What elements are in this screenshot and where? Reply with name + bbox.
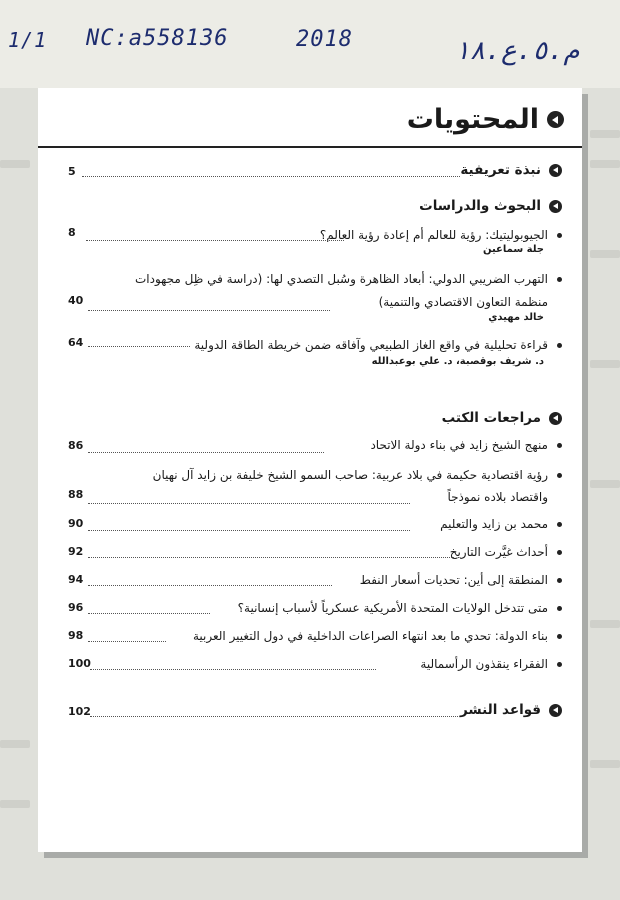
arrow-bullet-icon [549, 412, 562, 425]
item-title: محمد بن زايد والتعليم [440, 517, 548, 531]
dot-leader [88, 530, 410, 531]
item-title: المنطقة إلى أين: تحديات أسعار النفط [359, 573, 548, 587]
item-title-line2: منظمة التعاون الاقتصادي والتنمية) [378, 295, 548, 309]
ghost-line [0, 800, 30, 808]
review-item[interactable] [92, 571, 562, 591]
item-page-number: 88 [68, 488, 84, 501]
dot-leader [88, 310, 330, 311]
item-page-number: 8 [68, 226, 76, 239]
item-page-number: 96 [68, 601, 84, 614]
arrow-bullet-icon [549, 164, 562, 177]
item-title: قراءة تحليلية في واقع الغاز الطبيعي وآفاقه ضمن خريطة الطاقة الدولية [194, 338, 548, 352]
bullet-dot-icon [557, 473, 562, 478]
dot-leader [86, 240, 344, 241]
dot-leader [88, 641, 166, 642]
item-title: أحداث غيَّرت التاريخ [449, 545, 548, 559]
dot-leader [88, 557, 454, 558]
bullet-dot-icon [557, 606, 562, 611]
ghost-line [590, 160, 620, 168]
bullet-dot-icon [557, 662, 562, 667]
item-title: الفقراء ينقذون الرأسمالية [420, 657, 548, 671]
item-title: متى تتدخل الولايات المتحدة الأمريكية عسكرياً لأسباب إنسانية؟ [237, 601, 548, 615]
item-page-number: 64 [68, 336, 84, 349]
ghost-line [590, 480, 620, 488]
handwritten-year: 2018 [296, 27, 353, 52]
title-divider [38, 146, 582, 148]
review-item[interactable] [92, 655, 562, 675]
dot-leader [88, 452, 324, 453]
research-heading: البحوث والدراسات [419, 198, 541, 214]
review-item[interactable] [92, 515, 562, 535]
research-item[interactable] [92, 336, 562, 374]
arrow-bullet-icon [547, 111, 564, 128]
item-title: الجيوبوليتيك: رؤية للعالم أم إعادة رؤية العالم؟ [319, 228, 548, 242]
section-heading-reviews [442, 410, 562, 426]
dot-leader [90, 669, 376, 670]
reviews-heading: مراجعات الكتب [441, 410, 541, 426]
section-heading-research [419, 198, 562, 214]
ghost-line [0, 740, 30, 748]
item-page-number: 94 [68, 573, 84, 586]
item-author: د. شريف بوقصبة، د. علي بوعبدالله [371, 356, 544, 367]
item-title-line1: رؤية اقتصادية حكيمة في بلاد عربية: صاحب السمو الشيخ خليفة بن زايد آل نهيان [152, 468, 548, 482]
review-item[interactable] [92, 543, 562, 563]
item-page-number: 40 [68, 294, 84, 307]
bullet-dot-icon [557, 443, 562, 448]
dot-leader [88, 613, 210, 614]
research-item[interactable] [92, 270, 562, 310]
ghost-line [590, 760, 620, 768]
bullet-dot-icon [557, 550, 562, 555]
handwritten-page-mark: 1/1 [8, 28, 48, 52]
review-item[interactable] [92, 627, 562, 647]
item-title: منهج الشيخ زايد في بناء دولة الاتحاد [370, 438, 548, 452]
dot-leader [88, 585, 332, 586]
rules-page-number: 102 [68, 705, 91, 718]
ghost-line [0, 160, 30, 168]
handwritten-call-number: NC:a558136 [86, 26, 229, 51]
handwritten-code: م.٥.ع.١٨ [454, 36, 580, 66]
item-title-line2: واقتصاد بلاده نموذجاً [447, 490, 548, 504]
toc-entry-publication-rules[interactable] [460, 702, 562, 718]
review-item[interactable] [92, 436, 562, 456]
bullet-dot-icon [557, 277, 562, 282]
item-title-line1: التهرب الضريبي الدولي: أبعاد الظاهرة وسُبل التصدي لها: (دراسة في ظِل مجهودات [134, 272, 548, 286]
dot-leader [88, 346, 190, 347]
ghost-line [590, 360, 620, 368]
ghost-line [590, 250, 620, 258]
arrow-bullet-icon [549, 704, 562, 717]
intro-label: نبذة تعريفية [460, 162, 541, 178]
dot-leader [88, 503, 410, 504]
item-page-number: 92 [68, 545, 84, 558]
contents-title-row [407, 104, 564, 135]
arrow-bullet-icon [549, 200, 562, 213]
item-author: جلة سماعين [482, 244, 544, 255]
item-page-number: 86 [68, 439, 84, 452]
bullet-dot-icon [557, 578, 562, 583]
item-page-number: 100 [68, 657, 91, 670]
intro-page-number: 5 [68, 165, 76, 178]
toc-entry-intro[interactable] [460, 162, 562, 178]
item-title: بناء الدولة: تحدي ما بعد انتهاء الصراعات الداخلية في دول التغيير العربية [192, 629, 548, 643]
bullet-dot-icon [557, 233, 562, 238]
item-author: خالد مهيدي [488, 312, 544, 323]
bullet-dot-icon [557, 634, 562, 639]
bullet-dot-icon [557, 522, 562, 527]
dot-leader [90, 716, 460, 717]
item-page-number: 98 [68, 629, 84, 642]
page-title: المحتويات [406, 104, 539, 135]
item-page-number: 90 [68, 517, 84, 530]
ghost-line [590, 130, 620, 138]
dot-leader [82, 176, 460, 177]
rules-label: قواعد النشر [460, 702, 541, 718]
review-item[interactable] [92, 599, 562, 619]
bullet-dot-icon [557, 343, 562, 348]
contents-panel [38, 88, 582, 852]
ghost-line [590, 620, 620, 628]
